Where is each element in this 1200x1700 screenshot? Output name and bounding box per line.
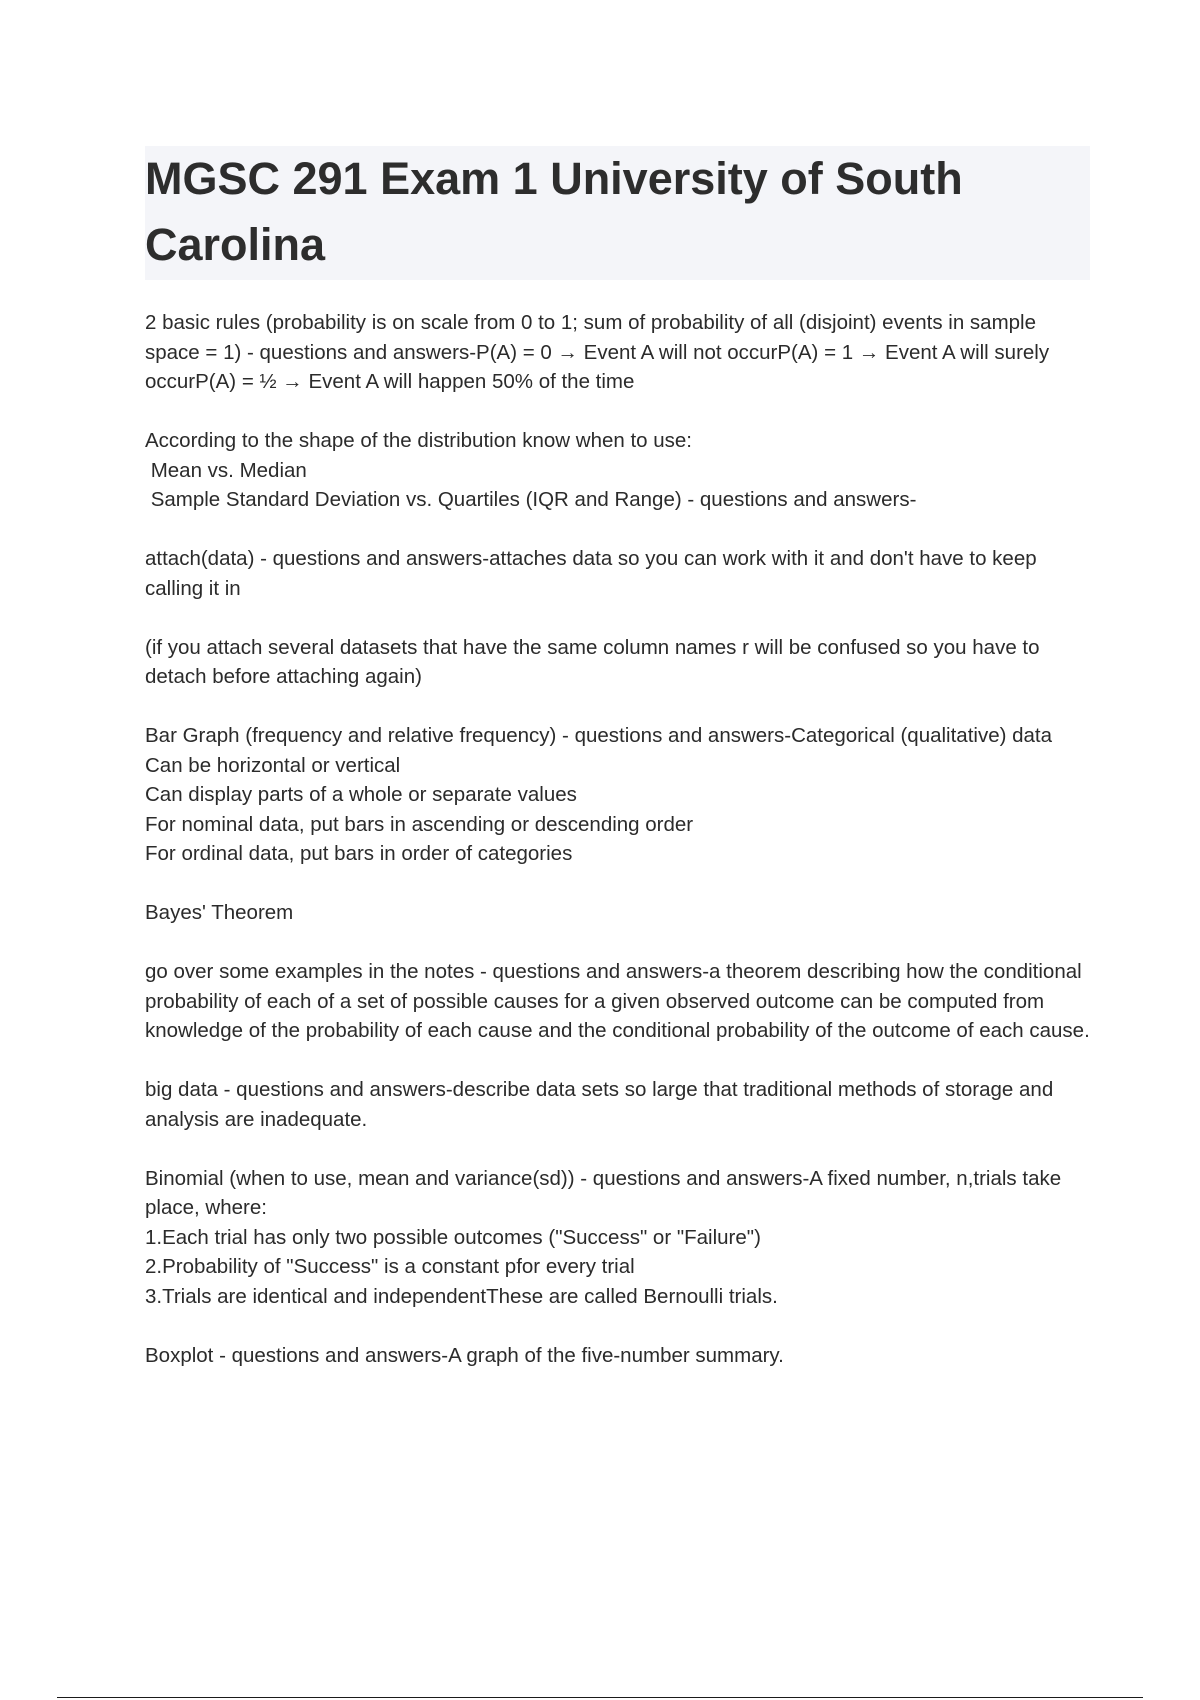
paragraph-line: attach(data) - questions and answers-attaches data so you can work with it and don't have to keep calling it in bbox=[145, 547, 1043, 600]
document-title: MGSC 291 Exam 1 University of South Carolina bbox=[145, 153, 963, 270]
paragraph-line: Can display parts of a whole or separate values bbox=[145, 783, 577, 806]
paragraph-line: 3.Trials are identical and independentThese are called Bernoulli trials. bbox=[145, 1284, 778, 1308]
paragraph-line: go over some examples in the notes - questions and answers-a theorem describing how the conditional probability of each of a set of possible causes for a given observed outcome can be computed from knowledge of the probability of each cause and the conditional probability of the outcome of each cause. bbox=[145, 960, 1090, 1042]
paragraph-line: 2.Probability of "Success" is a constant pfor every trial bbox=[145, 1255, 635, 1278]
paragraph-line: Mean vs. Median bbox=[145, 458, 307, 482]
document-page bbox=[145, 146, 1090, 1400]
paragraph-line: 1.Each trial has only two possible outcomes ("Success" or "Failure") bbox=[145, 1225, 761, 1249]
page-bottom-rule bbox=[57, 1697, 1143, 1698]
document-body bbox=[145, 308, 1090, 1370]
paragraph-line: Boxplot - questions and answers-A graph of the five-number summary. bbox=[145, 1343, 784, 1367]
paragraph-line: Bar Graph (frequency and relative frequency) - questions and answers-Categorical (qualitative) data bbox=[145, 724, 1053, 747]
paragraph-basic-rules bbox=[145, 308, 1090, 397]
paragraph-attach-note bbox=[145, 633, 1090, 692]
paragraph-line: big data - questions and answers-describe data sets so large that traditional methods of storage and analysis are inadequate. bbox=[145, 1078, 1059, 1131]
title-banner bbox=[145, 146, 1090, 280]
paragraph-line: Sample Standard Deviation vs. Quartiles (IQR and Range) - questions and answers- bbox=[145, 488, 917, 511]
paragraph-line: For nominal data, put bars in ascending or descending order bbox=[145, 812, 694, 836]
paragraph-line: For ordinal data, put bars in order of categories bbox=[145, 842, 573, 865]
paragraph-line: Can be horizontal or vertical bbox=[145, 753, 401, 777]
paragraph-line: 2 basic rules (probability is on scale from 0 to 1; sum of probability of all (disjoint) events in sample space = 1) - questions and answers-P(A) = 0 → Event A will not occurP(A) = 1 → Event A will surely occurP(A) = ½ → Event A will happen 50% of the time bbox=[145, 311, 1055, 393]
paragraph-bayes-heading bbox=[145, 898, 1090, 928]
paragraph-line: According to the shape of the distribution know when to use: bbox=[145, 429, 693, 452]
paragraph-bar-graph bbox=[145, 721, 1090, 869]
paragraph-bayes-definition bbox=[145, 957, 1090, 1046]
paragraph-line: Binomial (when to use, mean and variance(sd)) - questions and answers-A fixed number, n,trials take place, where: bbox=[145, 1166, 1067, 1219]
paragraph-distribution-shape bbox=[145, 426, 1090, 515]
paragraph-big-data bbox=[145, 1075, 1090, 1134]
paragraph-binomial bbox=[145, 1164, 1090, 1312]
paragraph-line: (if you attach several datasets that have the same column names r will be confused so you have to detach before attaching again) bbox=[145, 635, 1046, 688]
paragraph-boxplot bbox=[145, 1341, 1090, 1371]
paragraph-attach-data bbox=[145, 544, 1090, 603]
paragraph-line: Bayes' Theorem bbox=[145, 901, 294, 924]
